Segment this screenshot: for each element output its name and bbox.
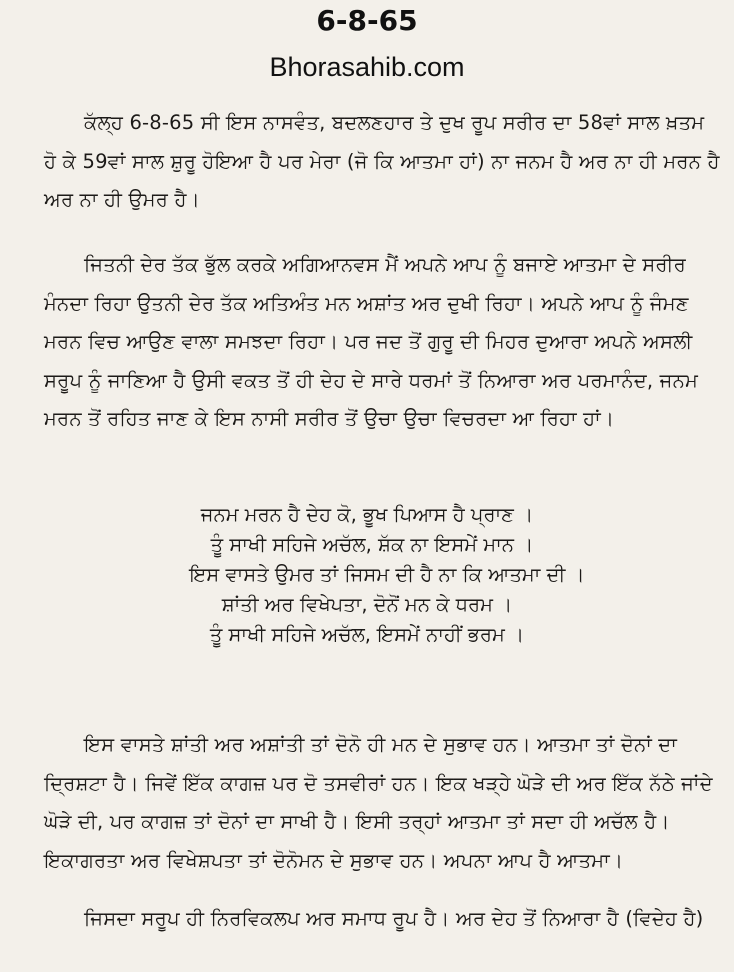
verse-line: ਤੂੰ ਸਾਖੀ ਸਹਿਜੇ ਅਚੱਲ, ਇਸਮੇਂ ਨਾਹੀਂ ਭਰਮ । (209, 623, 525, 646)
verse-block (0, 500, 734, 650)
verse-line: ਇਸ ਵਾਸਤੇ ਉਮਰ ਤਾਂ ਜਿਸਮ ਦੀ ਹੈ ਨਾ ਕਿ ਆਤਮਾ ਦੀ । (189, 563, 585, 586)
paragraph-text: ਜਿਸਦਾ ਸਰੂਪ ਹੀ ਨਿਰਵਿਕਲਪ ਅਰ ਸਮਾਧ ਰੂਪ ਹੈ। ਅਰ ਦੇਹ ਤੋਂ ਨਿਆਰਾ ਹੈ (ਵਿਦੇਹ ਹੈ) (84, 907, 704, 930)
verse-line: ਸ਼ਾਂਤੀ ਅਰ ਵਿਖੇਪਤਾ, ਦੋਨੋਂ ਮਨ ਕੇ ਧਰਮ । (221, 593, 513, 616)
paragraph-4 (44, 900, 720, 939)
paragraph-text: ਇਸ ਵਾਸਤੇ ਸ਼ਾਂਤੀ ਅਰ ਅਸ਼ਾਂਤੀ ਤਾਂ ਦੋਨੋ ਹੀ ਮਨ ਦੇ ਸੁਭਾਵ ਹਨ। ਆਤਮਾ ਤਾਂ ਦੋਨਾਂ ਦਾ ਦ੍ਰਿਸ਼ਟਾ ਹੈ। ਜਿਵੇਂ ਇੱਕ ਕਾਗਜ਼ ਪਰ ਦੋ ਤਸਵੀਰਾਂ ਹਨ। ਇਕ ਖੜ੍ਹੇ ਘੋੜੇ ਦੀ ਅਰ ਇੱਕ ਨੱਠੇ ਜਾਂਦੇ ਘੋੜੇ ਦੀ, ਪਰ ਕਾਗਜ਼ ਤਾਂ ਦੋਨਾਂ ਦਾ ਸਾਖੀ ਹੈ। ਇਸੀ ਤਰ੍ਹਾਂ ਆਤਮਾ ਤਾਂ ਸਦਾ ਹੀ ਅਚੱਲ ਹੈ। ਇਕਾਗਰਤਾ ਅਰ ਵਿਖੇਸ਼ਪਤਾ ਤਾਂ ਦੋਨੋਮਨ ਦੇ ਸੁਭਾਵ ਹਨ। ਅਪਨਾ ਆਪ ਹੈ ਆਤਮਾ। (44, 733, 713, 872)
paragraph-1 (44, 104, 720, 220)
paragraph-2 (44, 246, 720, 439)
paragraph-text: ਜਿਤਨੀ ਦੇਰ ਤੱਕ ਭੁੱਲ ਕਰਕੇ ਅਗਿਆਨਵਸ ਮੈਂ ਅਪਨੇ ਆਪ ਨੂੰ ਬਜਾਏ ਆਤਮਾ ਦੇ ਸਰੀਰ ਮੰਨਦਾ ਰਿਹਾ ਉਤਨੀ ਦੇਰ ਤੱਕ ਅਤਿਅੰਤ ਮਨ ਅਸ਼ਾਂਤ ਅਰ ਦੁਖੀ ਰਿਹਾ। ਅਪਨੇ ਆਪ ਨੂੰ ਜੰਮਣ ਮਰਨ ਵਿਚ ਆਉਣ ਵਾਲਾ ਸਮਝਦਾ ਰਿਹਾ। ਪਰ ਜਦ ਤੋਂ ਗੁਰੂ ਦੀ ਮਿਹਰ ਦੁਆਰਾ ਅਪਨੇ ਅਸਲੀ ਸਰੂਪ ਨੂੰ ਜਾਣਿਆ ਹੈ ਉਸੀ ਵਕਤ ਤੋਂ ਹੀ ਦੇਹ ਦੇ ਸਾਰੇ ਧਰਮਾਂ ਤੋਂ ਨਿਆਰਾ ਅਰ ਪਰਮਾਨੰਦ, ਜਨਮ ਮਰਨ ਤੋਂ ਰਹਿਤ ਜਾਣ ਕੇ ਇਸ ਨਾਸੀ ਸਰੀਰ ਤੋਂ ਉਚਾ ਉਚਾ ਵਿਚਰਦਾ ਆ ਰਿਹਾ ਹਾਂ। (44, 253, 699, 430)
paragraph-3 (44, 726, 720, 880)
date-heading: 6-8-65 (316, 4, 418, 37)
watermark: Bhorasahib.com (269, 52, 465, 82)
verse-line: ਤੂੰ ਸਾਖੀ ਸਹਿਜੇ ਅਚੱਲ, ਸ਼ੱਕ ਨਾ ਇਸਮੇਂ ਮਾਨ । (210, 533, 534, 556)
paragraph-text: ਕੱਲ੍ਹ 6-8-65 ਸੀ ਇਸ ਨਾਸਵੰਤ, ਬਦਲਣਹਾਰ ਤੇ ਦੁਖ ਰੂਪ ਸਰੀਰ ਦਾ 58ਵਾਂ ਸਾਲ ਖ਼ਤਮ ਹੋ ਕੇ 59ਵਾਂ ਸਾਲ ਸ਼ੁਰੂ ਹੋਇਆ ਹੈ ਪਰ ਮੇਰਾ (ਜੋ ਕਿ ਆਤਮਾ ਹਾਂ) ਨਾ ਜਨਮ ਹੈ ਅਰ ਨਾ ਹੀ ਮਰਨ ਹੈ ਅਰ ਨਾ ਹੀ ਉਮਰ ਹੈ। (44, 111, 720, 211)
verse-line: ਜਨਮ ਮਰਨ ਹੈ ਦੇਹ ਕੋ, ਭੂਖ ਪਿਆਸ ਹੈ ਪ੍ਰਾਣ । (200, 503, 534, 526)
